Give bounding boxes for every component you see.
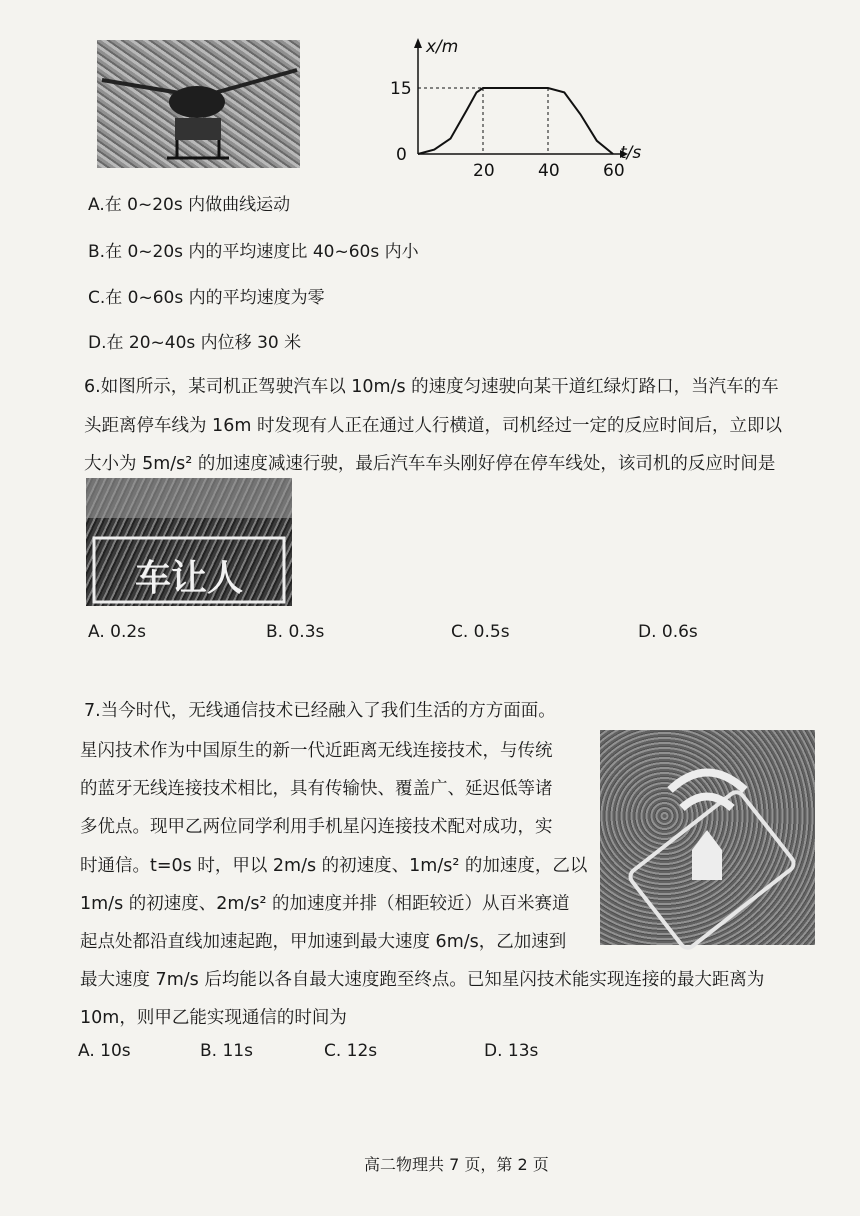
road-marking-text: 车让人 [134,558,244,599]
q6-option-b: B. 0.3s [266,622,325,642]
q7-line-5: 时通信。t=0s 时，甲以 2m/s 的初速度、1m/s² 的加速度，乙以 [80,856,588,876]
q6-option-c: C. 0.5s [451,622,510,642]
q7-line-9: 10m，则甲乙能实现通信的时间为 [80,1008,347,1028]
q7-line-2: 星闪技术作为中国原生的新一代近距离无线连接技术，与传统 [80,741,553,761]
page-footer: 高二物理共 7 页，第 2 页 [364,1155,549,1174]
q6-line-2: 头距离停车线为 16m 时发现有人正在通过人行横道，司机经过一定的反应时间后，立即以 [84,416,782,436]
q7-option-c: C. 12s [324,1041,378,1061]
origin-label: 0 [396,145,407,165]
x-tick-label: 60 [603,161,625,181]
x-tick-label: 20 [473,161,495,181]
q7-line-4: 多优点。现甲乙两位同学利用手机星闪连接技术配对成功，实 [80,817,553,837]
drone-drawing [97,40,300,168]
road-photo [86,478,292,606]
q7-line-1: 7.当今时代，无线通信技术已经融入了我们生活的方方面面。 [84,701,556,721]
q7-option-d: D. 13s [484,1041,539,1061]
x-axis-label: t/s [620,143,642,163]
q6-line-3: 大小为 5m/s² 的加速度减速行驶，最后汽车车头刚好停在停车线处，该司机的反应时间是 [84,454,776,474]
q5-option-b: B.在 0~20s 内的平均速度比 40~60s 内小 [88,242,419,262]
q5-option-a: A.在 0~20s 内做曲线运动 [88,195,291,215]
q7-line-8: 最大速度 7m/s 后均能以各自最大速度跑至终点。已知星闪技术能实现连接的最大距离为 [80,970,765,990]
q6-option-a: A. 0.2s [88,622,147,642]
q5-option-c: C.在 0~60s 内的平均速度为零 [88,288,325,308]
wireless-phone-photo [600,730,815,945]
q5-option-d: D.在 20~40s 内位移 30 米 [88,333,302,353]
q7-line-7: 起点处都沿直线加速起跑，甲加速到最大速度 6m/s，乙加速到 [80,932,567,952]
q7-option-a: A. 10s [78,1041,131,1061]
q7-line-6: 1m/s 的初速度、2m/s² 的加速度并排（相距较近）从百米赛道 [80,894,570,914]
drone-photo [97,40,300,168]
graph-curve [418,88,613,154]
q7-option-b: B. 11s [200,1041,253,1061]
x-tick-label: 40 [538,161,560,181]
q6-line-1: 6.如图所示，某司机正驾驶汽车以 10m/s 的速度匀速驶向某干道红绿灯路口，当汽车的车 [84,377,779,397]
position-time-graph [388,34,642,182]
q6-option-d: D. 0.6s [638,622,698,642]
q7-line-3: 的蓝牙无线连接技术相比，具有传输快、覆盖广、延迟低等诸 [80,779,553,799]
y-tick-label: 15 [390,79,412,99]
y-axis-label: x/m [426,37,459,57]
